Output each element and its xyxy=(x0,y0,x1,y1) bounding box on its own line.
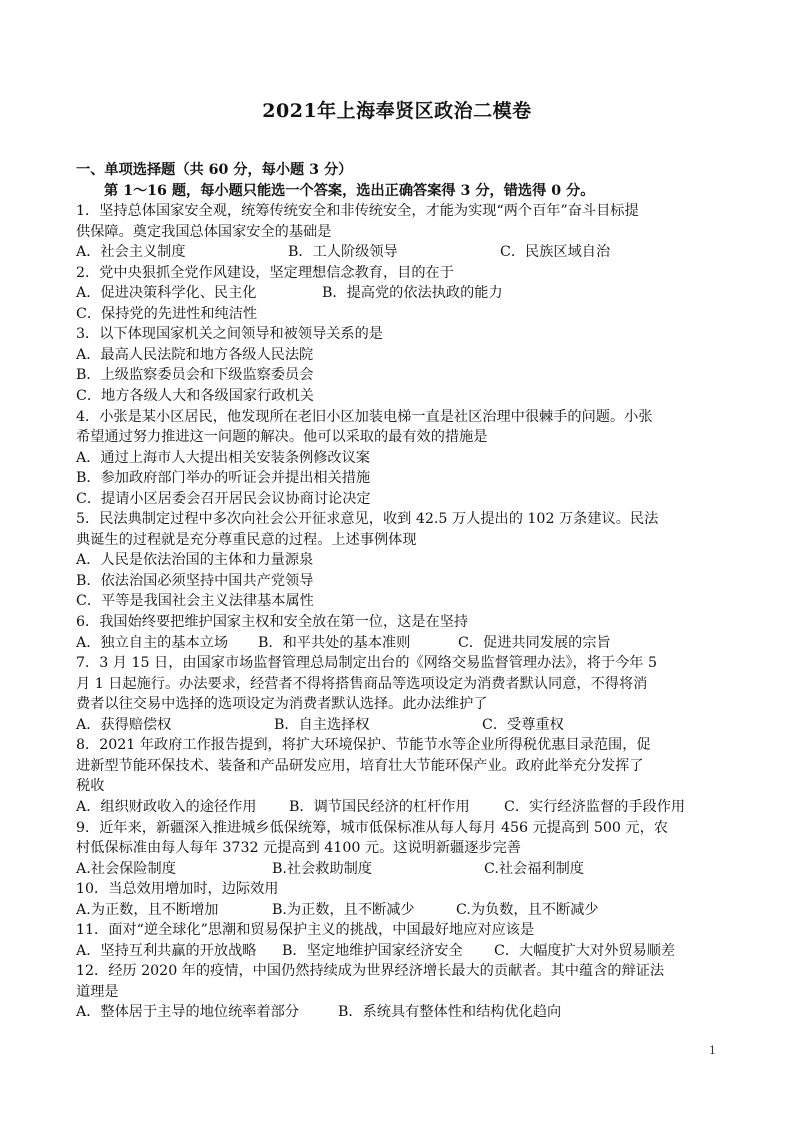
question-2 xyxy=(76,263,720,325)
question-stem: 3．以下体现国家机关之间领导和被领导关系的是 xyxy=(76,326,383,343)
page-title: 2021年上海奉贤区政治二模卷 xyxy=(262,100,532,122)
question-stem: 村低保标准由每人每年 3732 元提高到 4100 元。这说明新疆逐步完善 xyxy=(76,840,521,857)
option-c: C．民族区域自治 xyxy=(500,244,611,261)
option-b: B.社会救助制度 xyxy=(272,860,373,877)
question-5 xyxy=(76,509,720,612)
question-stem: 5．民法典制定过程中多次向社会公开征求意见，收到 42.5 万人提出的 102 万条建议。民法 xyxy=(76,511,659,528)
question-stem: 进新型节能环保技术、装备和产品研发应用，培育壮大节能环保产业。政府此举充分发挥了 xyxy=(76,757,644,774)
option-a: A．人民是依法治国的主体和力量源泉 xyxy=(76,552,314,569)
options-row xyxy=(76,1002,720,1023)
question-stem: 道理是 xyxy=(76,983,119,1000)
section-heading: 一、单项选择题（共 60 分，每小题 3 分） xyxy=(76,162,353,178)
option-a: A．组织财政收入的途径作用 xyxy=(76,798,257,815)
option-a: A．坚持互利共赢的开放战略 xyxy=(76,942,257,959)
option-b: B．调节国民经济的杠杆作用 xyxy=(289,798,470,815)
question-1 xyxy=(76,201,720,263)
option-a: A．获得赔偿权 xyxy=(76,716,172,733)
question-9 xyxy=(76,818,720,880)
options-row xyxy=(76,797,720,818)
question-stem: 税收 xyxy=(76,778,105,795)
question-stem: 8．2021 年政府工作报告提到，将扩大环境保护、节能节水等企业所得税优惠目录范围，促 xyxy=(76,737,651,754)
option-a: A．独立自主的基本立场 xyxy=(76,634,229,651)
question-stem: 4．小张是某小区居民，他发现所在老旧小区加装电梯一直是社区治理中很棘手的问题。小张 xyxy=(76,408,653,425)
option-c: C．大幅度扩大对外贸易顺差 xyxy=(494,942,676,959)
question-stem: 12．经历 2020 年的疫情，中国仍然持续成为世界经济增长最大的贡献者。其中蕴含的辩证法 xyxy=(76,963,665,980)
question-3 xyxy=(76,324,720,406)
option-c: C．实行经济监督的手段作用 xyxy=(504,798,686,815)
question-stem: 月 1 日起施行。办法要求，经营者不得将搭售商品等选项设定为消费者默认同意，不得将消 xyxy=(76,675,648,692)
options-row xyxy=(76,900,720,921)
option-b: B．参加政府部门举办的听证会并提出相关措施 xyxy=(76,470,371,487)
option-a: A.社会保险制度 xyxy=(76,860,176,877)
question-stem: 典诞生的过程就是充分尊重民意的过程。上述事例体现 xyxy=(76,531,417,548)
option-b: B．自主选择权 xyxy=(274,716,370,733)
options-row xyxy=(76,715,720,736)
question-stem: 希望通过努力推进这一问题的解决。他可以采取的最有效的措施是 xyxy=(76,429,488,446)
page-number: 1 xyxy=(709,1044,716,1057)
option-c: C．平等是我国社会主义法律基本属性 xyxy=(76,593,314,610)
option-a: A．通过上海市人大提出相关安装条例修改议案 xyxy=(76,449,370,466)
section-instruction: 第 1～16 题，每小题只能选一个答案，选出正确答案得 3 分，错选得 0 分。 xyxy=(104,182,595,199)
option-b: B．提高党的依法执政的能力 xyxy=(322,285,503,302)
question-stem: 6．我国始终要把维护国家主权和安全放在第一位，这是在坚持 xyxy=(76,614,469,631)
question-12 xyxy=(76,961,720,1023)
option-a: A．促进决策科学化、民主化 xyxy=(76,285,257,302)
option-a: A．最高人民法院和地方各级人民法院 xyxy=(76,346,314,363)
options-row xyxy=(76,859,720,880)
options-row xyxy=(76,941,720,962)
question-10 xyxy=(76,879,720,920)
option-b: B．依法治国必须坚持中国共产党领导 xyxy=(76,572,314,589)
option-c: C．地方各级人大和各级国家行政机关 xyxy=(76,388,314,405)
option-a: A．整体居于主导的地位统率着部分 xyxy=(76,1004,300,1021)
option-c: C．受尊重权 xyxy=(482,716,564,733)
options-row xyxy=(76,242,720,263)
option-b: B．上级监察委员会和下级监察委员会 xyxy=(76,367,314,384)
option-c: C.社会福利制度 xyxy=(484,860,584,877)
question-stem: 9．近年来，新疆深入推进城乡低保统筹，城市低保标准从每人每月 456 元提高到 500 元，农 xyxy=(76,819,668,836)
question-stem: 费者以往交易中选择的选项设定为消费者默认选择。此办法维护了 xyxy=(76,696,488,713)
option-b: B．工人阶级领导 xyxy=(288,244,398,261)
option-b: B．系统具有整体性和结构优化趋向 xyxy=(338,1004,562,1021)
question-11 xyxy=(76,920,720,961)
option-b: B.为正数，且不断减少 xyxy=(272,901,415,918)
option-c: C.为负数，且不断减少 xyxy=(456,901,599,918)
option-b: B．坚定地维护国家经济安全 xyxy=(282,942,463,959)
option-c: C．促进共同发展的宗旨 xyxy=(458,634,611,651)
question-stem: 1．坚持总体国家安全观，统筹传统安全和非传统安全，才能为实现“两个百年”奋斗目标提 xyxy=(76,203,639,220)
option-a: A．社会主义制度 xyxy=(76,244,186,261)
option-c: C．提请小区居委会召开居民会议协商讨论决定 xyxy=(76,490,371,507)
question-stem: 11．面对“逆全球化”思潮和贸易保护主义的挑战，中国最好地应对应该是 xyxy=(76,922,535,939)
question-4 xyxy=(76,407,720,510)
question-6 xyxy=(76,612,720,653)
question-stem: 供保障。奠定我国总体国家安全的基础是 xyxy=(76,223,332,240)
question-7 xyxy=(76,653,720,735)
question-content xyxy=(76,160,720,1023)
question-stem: 7．3 月 15 日，由国家市场监督管理总局制定出台的《网络交易监督管理办法》，将于今年 5 xyxy=(76,655,658,672)
option-b: B．和平共处的基本准则 xyxy=(258,634,411,651)
options-row xyxy=(76,633,720,654)
options-row xyxy=(76,283,720,304)
option-a: A.为正数，且不断增加 xyxy=(76,901,219,918)
question-stem: 10．当总效用增加时，边际效用 xyxy=(76,881,279,898)
question-8 xyxy=(76,735,720,817)
option-c: C．保持党的先进性和纯洁性 xyxy=(76,305,258,322)
question-stem: 2．党中央狠抓全党作风建设，坚定理想信念教育，目的在于 xyxy=(76,264,454,281)
